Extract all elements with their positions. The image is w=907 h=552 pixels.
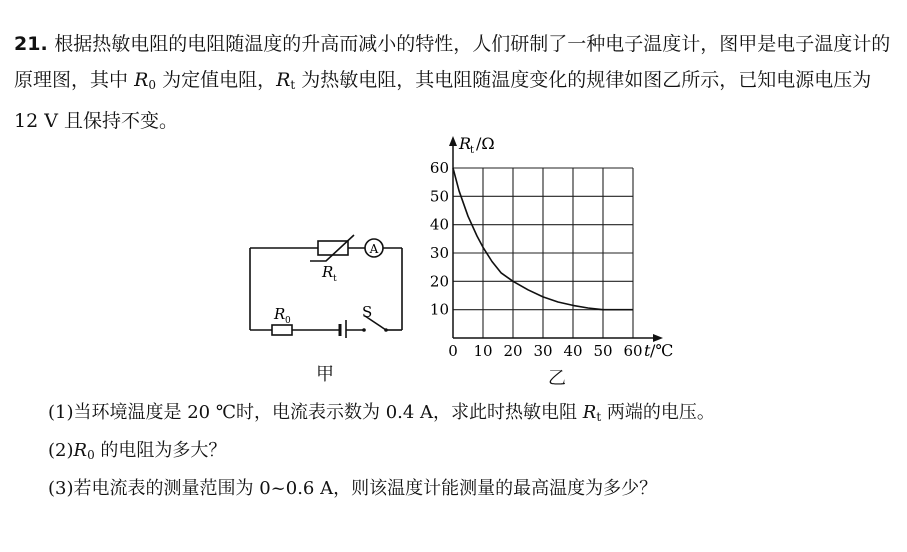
fixed-resistor-label-sub: 0 (285, 316, 291, 326)
y-tick-label: 10 (429, 300, 449, 319)
fixed-resistor-label: R (274, 305, 286, 323)
y-tick-label: 30 (429, 244, 449, 262)
graph-caption: 乙 (548, 368, 566, 389)
x-axis-label (644, 341, 673, 360)
r0-symbol: R (134, 69, 149, 91)
x-tick-label: 40 (563, 342, 583, 360)
stem-text-2: 为定值电阻， (162, 69, 277, 91)
y-tick-label: 50 (429, 187, 449, 206)
y-axis-arrow (449, 136, 457, 146)
x-tick-label: 50 (593, 342, 613, 360)
x-axis-symbol: t (644, 341, 651, 360)
x-axis-unit: /℃ (650, 341, 674, 360)
r0-subscript: 0 (148, 78, 157, 92)
graph-grid (453, 168, 633, 338)
fixed-resistor-symbol (272, 325, 292, 335)
y-axis-symbol-sub: t (470, 145, 475, 156)
problem-stem: 21. 根据热敏电阻的电阻随温度的升高而减小的特性，人们研制了一种电子温度计，图甲是电子温度计的原理图，其中 $R_0$ 为定值电阻，$R_t$ 为热敏电阻，其电阻随温度变化的规律如图乙所示，已知电源电压为 12 V 且保持不变。 (14, 33, 891, 132)
circuit-caption: 甲 (316, 364, 334, 385)
thermistor-label-sub: t (333, 274, 337, 284)
resistance-temperature-graph (410, 128, 680, 360)
x-tick-label: 20 (503, 342, 523, 360)
question-1: (1)当环境温度是 20 ℃时，电流表示数为 0.4 A，求此时热敏电阻 $R_t$ 两端的电压。 (48, 402, 715, 424)
y-tick-label: 60 (429, 159, 449, 177)
y-tick-label: 20 (429, 272, 449, 291)
rt-symbol: R (276, 69, 291, 91)
ammeter-label: A (369, 242, 379, 256)
x-tick-label: 60 (623, 342, 643, 360)
rt-subscript: t (290, 78, 296, 92)
y-axis-label (458, 134, 495, 156)
question-2: $(2)R_0$ 的电阻为多大？ (48, 440, 227, 462)
question-list (48, 396, 715, 505)
x-tick-label: 30 (533, 342, 553, 360)
thermistor-symbol (318, 241, 348, 255)
graph-axes (449, 136, 663, 342)
x-tick-label: 10 (473, 342, 493, 360)
stem-text-1: 根据热敏电阻的电阻随温度的升高而减小的特性，人们研制了一种电子温度计，图甲是电子温度计的原理图，其中 (14, 33, 891, 91)
circuit-diagram (240, 228, 410, 338)
graph-tick-labels (430, 159, 643, 360)
x-tick-label: 0 (448, 342, 458, 360)
thermistor-label: R (322, 263, 334, 281)
question-3: (3)若电流表的测量范围为 0~0.6 A，则该温度计能测量的最高温度为多少？ (48, 478, 658, 499)
stem-text-3: 为热敏电阻，其电阻随温度变化的规律如图乙所示，已知电源电压为 12 V 且保持不变。 (14, 69, 872, 132)
question-number: 21 (14, 33, 41, 55)
y-tick-label: 40 (429, 215, 449, 234)
y-axis-symbol: R (459, 134, 472, 153)
y-axis-unit: /Ω (476, 134, 495, 153)
switch-label: S (362, 303, 373, 321)
